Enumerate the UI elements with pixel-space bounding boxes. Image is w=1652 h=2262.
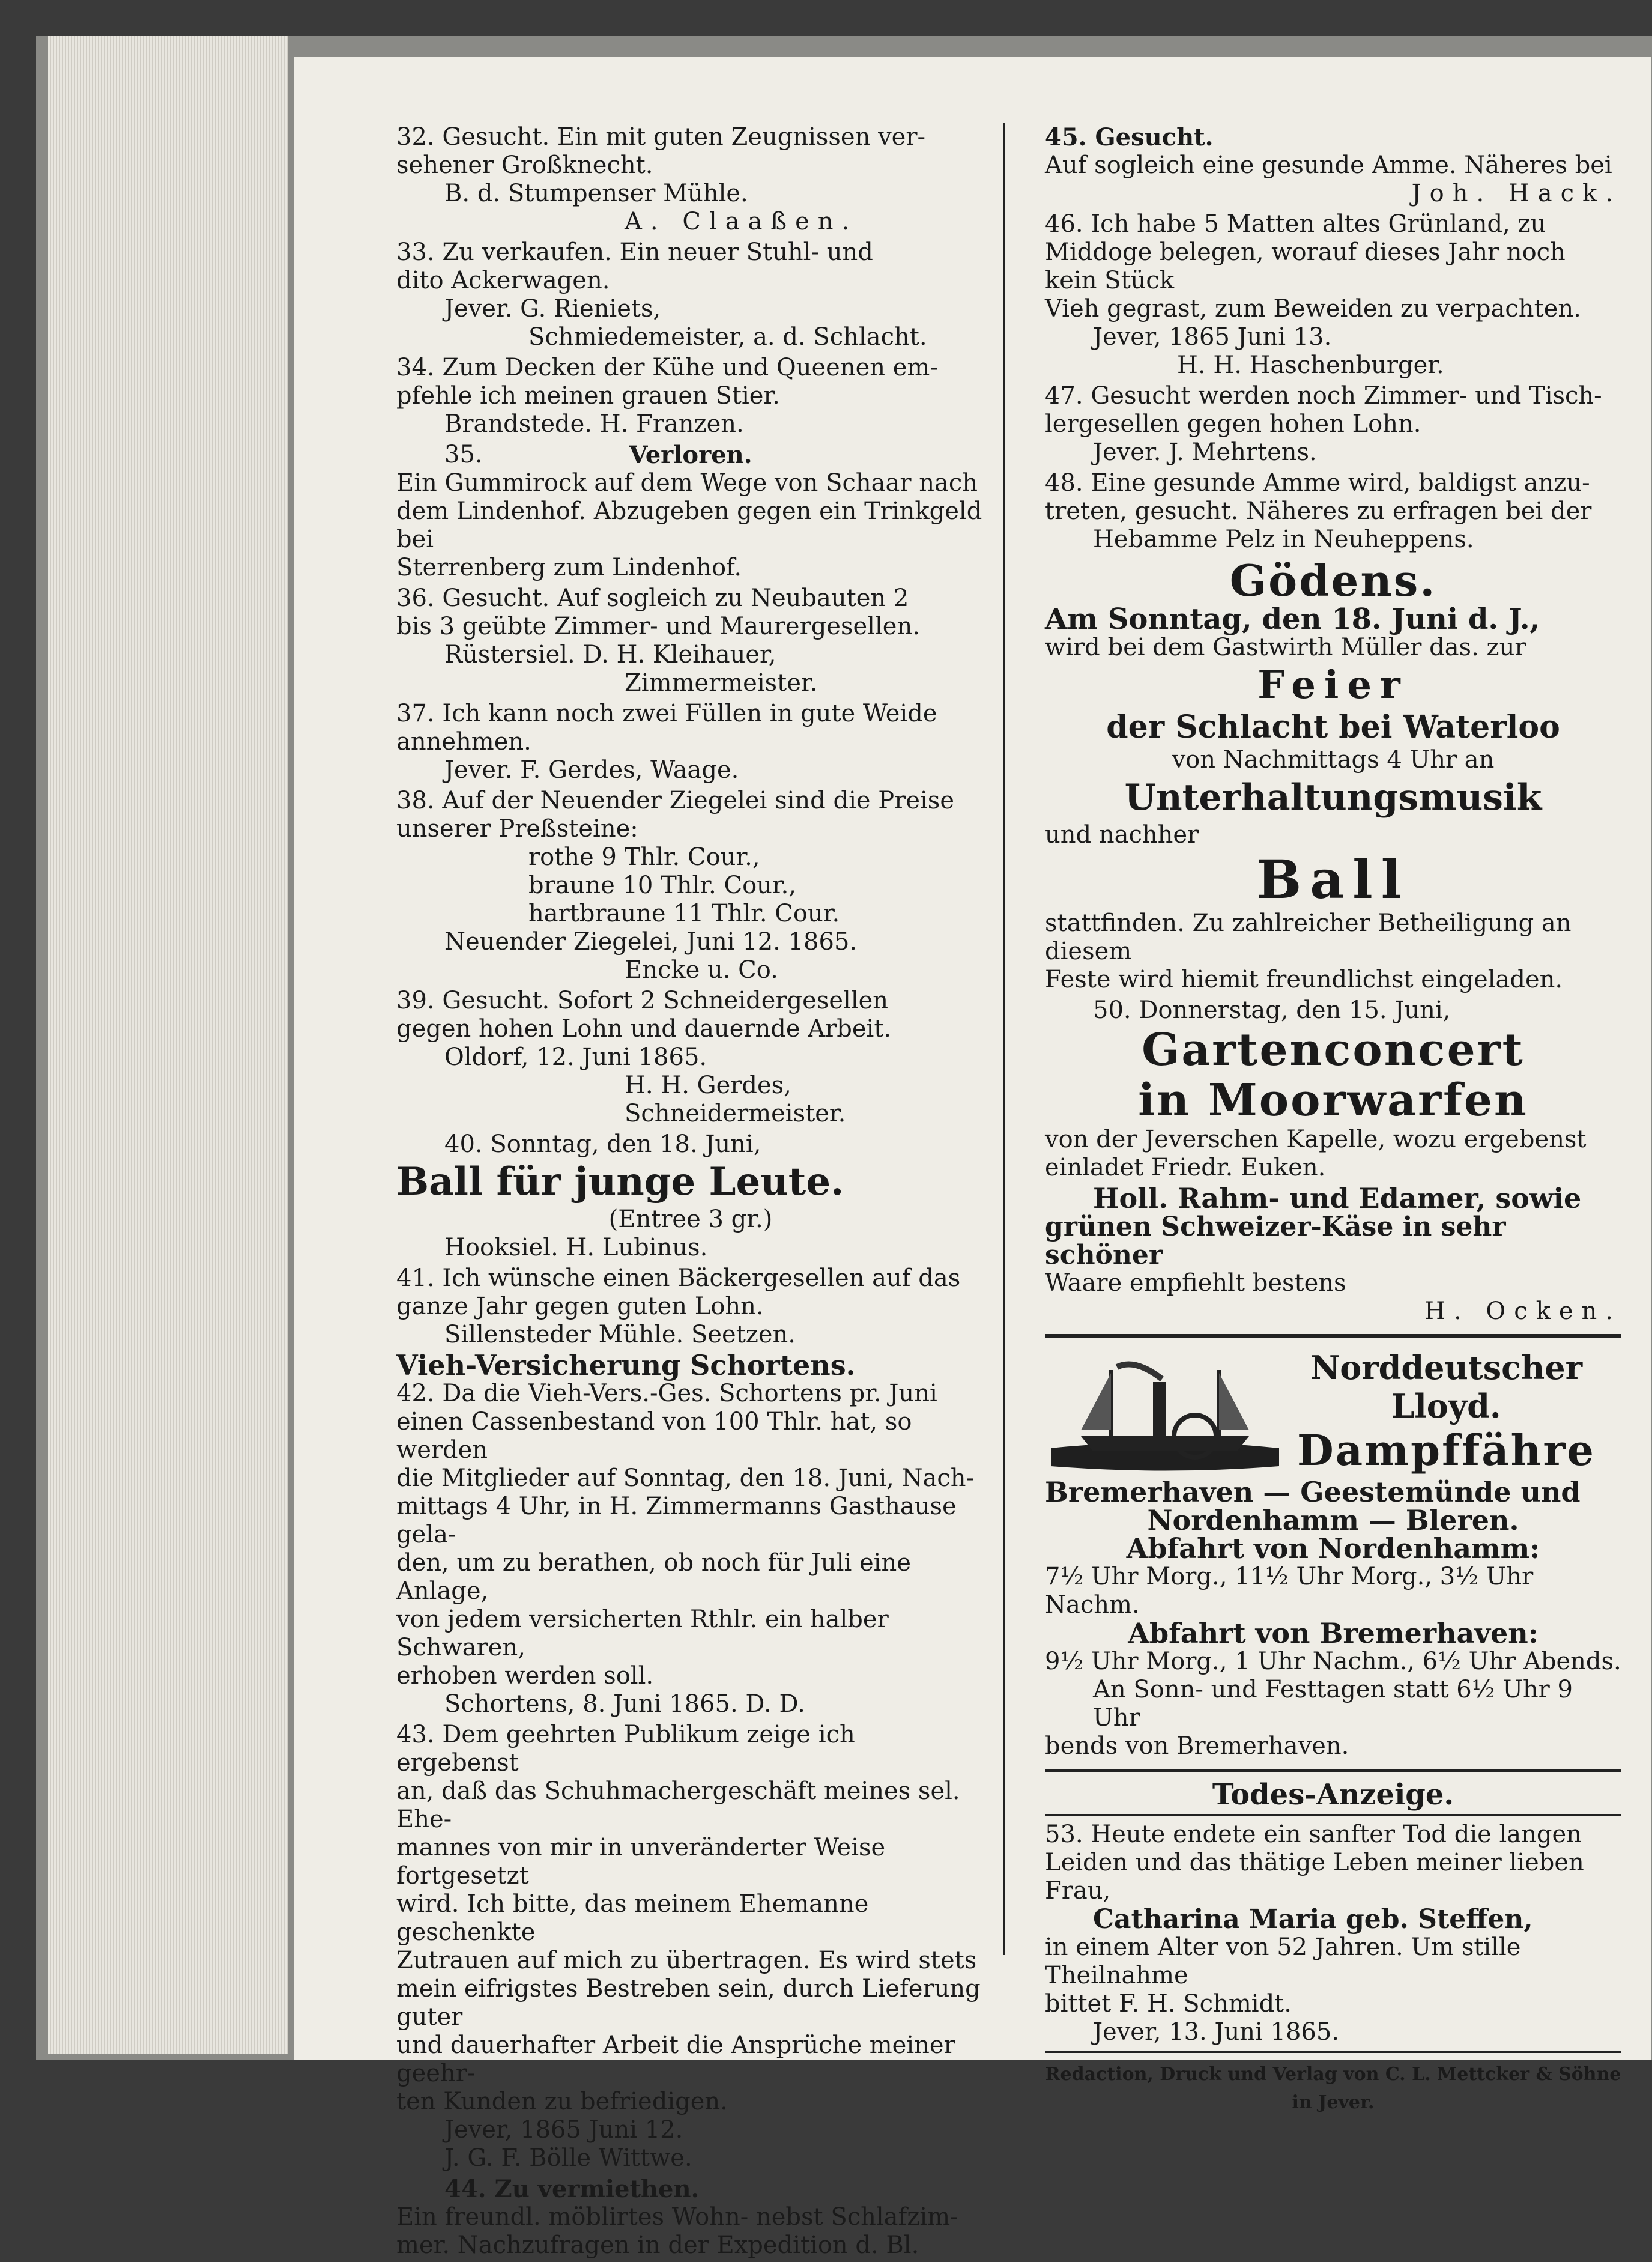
ad-headline: Ball	[1256, 848, 1410, 911]
ad-47	[1045, 382, 1621, 467]
ad-number: 35.	[444, 441, 483, 468]
ad-39	[396, 987, 985, 1128]
ad-line: in einem Alter von 52 Jahren. Um stille Theilnahme	[1045, 1933, 1521, 1989]
ad-36	[396, 584, 985, 697]
ad-line: unserer Preßsteine:	[396, 815, 638, 843]
ad-signature: H. H. Haschenburger.	[1177, 351, 1444, 379]
imprint-footer: Redaction, Druck und Verlag von C. L. Mettcker & Söhne in Jever.	[1045, 2064, 1621, 2113]
section-rule	[1045, 1334, 1621, 1338]
ad-line: 48. Eine gesunde Amme wird, baldigst anzu-	[1045, 469, 1590, 497]
schedule-heading: Abfahrt von Bremerhaven:	[1128, 1617, 1539, 1649]
ad-37	[396, 700, 985, 784]
route-line: Nordenhamm — Bleren.	[1147, 1504, 1519, 1536]
ad-34	[396, 354, 985, 438]
ad-line: 47. Gesucht werden noch Zimmer- und Tisch-	[1045, 382, 1602, 410]
ad-line: Ein Gummirock auf dem Wege von Schaar nach	[396, 469, 978, 497]
lloyd-header	[1045, 1346, 1621, 1478]
ad-line: pfehle ich meinen grauen Stier.	[396, 382, 780, 410]
route-line: Bremerhaven — Geestemünde und	[1045, 1476, 1581, 1508]
ad-line: 53. Heute endete ein sanfter Tod die langen	[1045, 1821, 1582, 1848]
ad-line: Middoge belegen, worauf dieses Jahr noch kein Stück	[1045, 238, 1566, 294]
ad-line: Holl. Rahm- und Edamer, sowie	[1093, 1182, 1582, 1214]
ad-line: treten, gesucht. Näheres zu erfragen bei der	[1045, 497, 1592, 525]
ad-line: bis 3 geübte Zimmer- und Maurergesellen.	[396, 613, 920, 640]
ad-41	[396, 1264, 985, 1349]
ad-line: grünen Schweizer-Käse in sehr schöner	[1045, 1211, 1506, 1270]
schedule-line: 9½ Uhr Morg., 1 Uhr Nachm., 6½ Uhr Abends.	[1045, 1648, 1621, 1675]
ad-line: Auf sogleich eine gesunde Amme. Näheres bei	[1045, 151, 1612, 179]
ad-signature: Sillensteder Mühle. Seetzen.	[444, 1321, 796, 1348]
ad-headline: in Moorwarfen	[1138, 1075, 1528, 1126]
steamship-icon	[1045, 1346, 1285, 1478]
ad-line: wird bei dem Gastwirth Müller das. zur	[1045, 634, 1526, 661]
schedule-line: 7½ Uhr Morg., 11½ Uhr Morg., 3½ Uhr Nachm.	[1045, 1563, 1534, 1619]
ad-line: Zimmermeister.	[625, 669, 818, 697]
ad-line: dem Lindenhof. Abzugeben gegen ein Trinkgeld bei	[396, 497, 982, 553]
ad-line: wird. Ich bitte, das meinem Ehemanne geschenkte	[396, 1890, 869, 1946]
ad-heading: Verloren.	[629, 441, 752, 469]
ad-48	[1045, 469, 1621, 554]
ad-42	[396, 1351, 985, 1718]
ad-signature: bittet F. H. Schmidt.	[1045, 1990, 1292, 2018]
ad-signature: einladet Friedr. Euken.	[1045, 1154, 1326, 1181]
ad-line: Hebamme Pelz in Neuheppens.	[1093, 526, 1474, 553]
ad-line: Neuender Ziegelei, Juni 12. 1865.	[444, 928, 858, 956]
ad-signature: Jever. J. Mehrtens.	[1093, 438, 1317, 466]
ad-line: mittags 4 Uhr, in H. Zimmermanns Gasthause gela-	[396, 1493, 957, 1548]
ad-line: erhoben werden soll.	[396, 1662, 654, 1690]
ad-heading: 44. Zu vermiethen.	[444, 2175, 700, 2203]
ad-line: dito Ackerwagen.	[396, 267, 610, 294]
schedule-heading: Abfahrt von Nordenhamm:	[1126, 1532, 1540, 1565]
ad-line: Jever, 13. Juni 1865.	[1093, 2018, 1340, 2046]
heading-rule	[1045, 1814, 1621, 1816]
ad-signature: Joh. Hack.	[1411, 180, 1621, 207]
ad-line: 50. Donnerstag, den 15. Juni,	[1093, 996, 1451, 1024]
ad-50	[1045, 996, 1621, 1182]
ad-line: 39. Gesucht. Sofort 2 Schneidergesellen	[396, 987, 889, 1014]
price-line: hartbraune 11 Thlr. Cour.	[528, 900, 840, 927]
ad-33	[396, 238, 985, 351]
ad-signature: Hooksiel. H. Lubinus.	[444, 1234, 708, 1261]
ad-line: sehener Großknecht.	[396, 151, 653, 179]
ad-line: 32. Gesucht. Ein mit guten Zeugnissen ver-	[396, 123, 925, 151]
ad-heading: 45. Gesucht.	[1045, 123, 1214, 151]
ad-53	[1045, 1778, 1621, 2046]
ad-signature: Encke u. Co.	[625, 956, 778, 984]
ad-line: Jever, 1865 Juni 12.	[444, 2116, 683, 2144]
ad-38	[396, 787, 985, 984]
ad-headline: Lloyd.	[1391, 1387, 1501, 1425]
ad-signature: Brandstede. H. Franzen.	[444, 410, 744, 438]
ad-line: ten Kunden zu befriedigen.	[396, 2088, 728, 2115]
ad-line: 41. Ich wünsche einen Bäckergesellen auf das	[396, 1264, 961, 1292]
right-column	[1045, 123, 1621, 2135]
ad-44	[396, 2175, 985, 2260]
ad-headline: Gödens.	[1229, 555, 1437, 606]
ad-line: von Nachmittags 4 Uhr an	[1172, 746, 1495, 774]
ad-line: B. d. Stumpenser Mühle.	[444, 180, 748, 207]
ad-signature: Schortens, 8. Juni 1865. D. D.	[444, 1690, 805, 1718]
ad-line: von jedem versicherten Rthlr. ein halber Schwaren,	[396, 1606, 889, 1661]
ad-line: mer. Nachzufragen in der Expedition d. Bl.	[396, 2231, 919, 2259]
ad-line: 46. Ich habe 5 Matten altes Grünland, zu	[1045, 210, 1546, 238]
ad-line: Am Sonntag, den 18. Juni d. J.,	[1045, 602, 1540, 636]
ad-signature: H. H. Gerdes,	[625, 1072, 791, 1099]
ad-35	[396, 441, 985, 582]
price-line: braune 10 Thlr. Cour.,	[528, 872, 797, 899]
ad-signature: Rüstersiel. D. H. Kleihauer,	[444, 641, 776, 669]
newspaper-page	[294, 57, 1651, 2259]
ad-line: Vieh gegrast, zum Beweiden zu verpachten.	[1045, 295, 1581, 323]
ad-line: 37. Ich kann noch zwei Füllen in gute Weide	[396, 700, 937, 727]
ad-signature: H. Ocken.	[1424, 1297, 1621, 1325]
ad-headline: Unterhaltungsmusik	[1124, 777, 1542, 819]
ad-headline: Gartenconcert	[1142, 1024, 1525, 1076]
ad-line: Ein freundl. möblirtes Wohn- nebst Schlafzim-	[396, 2203, 958, 2231]
ad-line: Feste wird hiemit freundlichst eingeladen.	[1045, 966, 1563, 993]
ad-headline: Dampffähre	[1297, 1425, 1596, 1475]
column-divider	[1003, 123, 1005, 1955]
ad-line: gegen hohen Lohn und dauernde Arbeit.	[396, 1015, 892, 1043]
ad-headline: Feier	[1257, 663, 1409, 708]
schedule-line: bends von Bremerhaven.	[1045, 1732, 1349, 1760]
ad-line: 33. Zu verkaufen. Ein neuer Stuhl- und	[396, 238, 873, 266]
ad-line: ganze Jahr gegen guten Lohn.	[396, 1293, 764, 1320]
ad-line: Catharina Maria geb. Steffen,	[1093, 1904, 1533, 1935]
ad-45	[1045, 123, 1621, 208]
ad-headline: der Schlacht bei Waterloo	[1106, 709, 1560, 745]
ad-line: und dauerhafter Arbeit die Ansprüche meiner geehr-	[396, 2031, 955, 2087]
ad-headline: Norddeutscher	[1310, 1348, 1583, 1387]
ad-line: und nachher	[1045, 821, 1199, 849]
ad-line: lergesellen gegen hohen Lohn.	[1045, 410, 1421, 438]
ad-line: 42. Da die Vieh-Vers.-Ges. Schortens pr. Juni	[396, 1380, 937, 1407]
ad-heading: Todes-Anzeige.	[1212, 1778, 1454, 1812]
ad-heading: Vieh-Versicherung Schortens.	[396, 1349, 856, 1381]
ad-line: Leiden und das thätige Leben meiner lieben Frau,	[1045, 1849, 1584, 1905]
schedule-line: An Sonn- und Festtagen statt 6½ Uhr 9 Uhr	[1093, 1676, 1573, 1732]
page-edges	[48, 36, 288, 2054]
ad-46	[1045, 210, 1621, 380]
ad-line: annehmen.	[396, 728, 531, 756]
ad-32	[396, 123, 985, 236]
ad-line: 36. Gesucht. Auf sogleich zu Neubauten 2	[396, 584, 909, 612]
ad-line: an, daß das Schuhmachergeschäft meines sel. Ehe-	[396, 1777, 960, 1833]
ad-line: 38. Auf der Neuender Ziegelei sind die Preise	[396, 787, 954, 814]
left-column	[396, 123, 985, 2262]
ad-43	[396, 1721, 985, 2173]
ad-49-goedens	[1045, 556, 1621, 994]
ad-signature: J. G. F. Bölle Wittwe.	[444, 2144, 692, 2172]
lloyd-title	[1297, 1348, 1596, 1476]
ad-line: stattfinden. Zu zahlreicher Betheiligung an diesem	[1045, 909, 1572, 965]
ad-signature: A. Claaßen.	[625, 208, 858, 235]
ad-line: Waare empfiehlt bestens	[1045, 1269, 1346, 1297]
section-rule	[1045, 1769, 1621, 1772]
ad-line: 43. Dem geehrten Publikum zeige ich ergebenst	[396, 1721, 855, 1777]
ad-line: Schneidermeister.	[625, 1100, 846, 1127]
ad-line: Sterrenberg zum Lindenhof.	[396, 554, 742, 581]
ad-line: mannes von mir in unveränderter Weise fortgesetzt	[396, 1834, 886, 1890]
ad-line: von der Jeverschen Kapelle, wozu ergebenst	[1045, 1126, 1587, 1153]
price-line: rothe 9 Thlr. Cour.,	[528, 843, 760, 871]
ad-headline: Ball für junge Leute.	[396, 1159, 844, 1204]
ad-line: (Entree 3 gr.)	[608, 1205, 773, 1233]
ad-line: die Mitglieder auf Sonntag, den 18. Juni, Nach-	[396, 1464, 975, 1492]
ad-line: Zutrauen auf mich zu übertragen. Es wird stets	[396, 1947, 977, 1974]
ad-line: Jever, 1865 Juni 13.	[1093, 323, 1332, 351]
ad-signature: Jever. F. Gerdes, Waage.	[444, 756, 739, 784]
ad-line: 40. Sonntag, den 18. Juni,	[444, 1130, 761, 1158]
ad-line: 34. Zum Decken der Kühe und Queenen em-	[396, 354, 938, 381]
ad-line: Oldorf, 12. Juni 1865.	[444, 1043, 707, 1071]
ad-line: Schmiedemeister, a. d. Schlacht.	[528, 323, 927, 351]
ad-40	[396, 1130, 985, 1262]
ad-line: mein eifrigstes Bestreben sein, durch Lieferung guter	[396, 1975, 981, 2031]
ad-52-lloyd	[1045, 1346, 1621, 1760]
ad-51	[1045, 1184, 1621, 1326]
ad-line: den, um zu berathen, ob noch für Juli eine Anlage,	[396, 1549, 911, 1605]
ad-line: einen Cassenbestand von 100 Thlr. hat, so werden	[396, 1408, 912, 1464]
footer-rule	[1045, 2051, 1621, 2053]
ad-signature: Jever. G. Rieniets,	[444, 295, 661, 323]
